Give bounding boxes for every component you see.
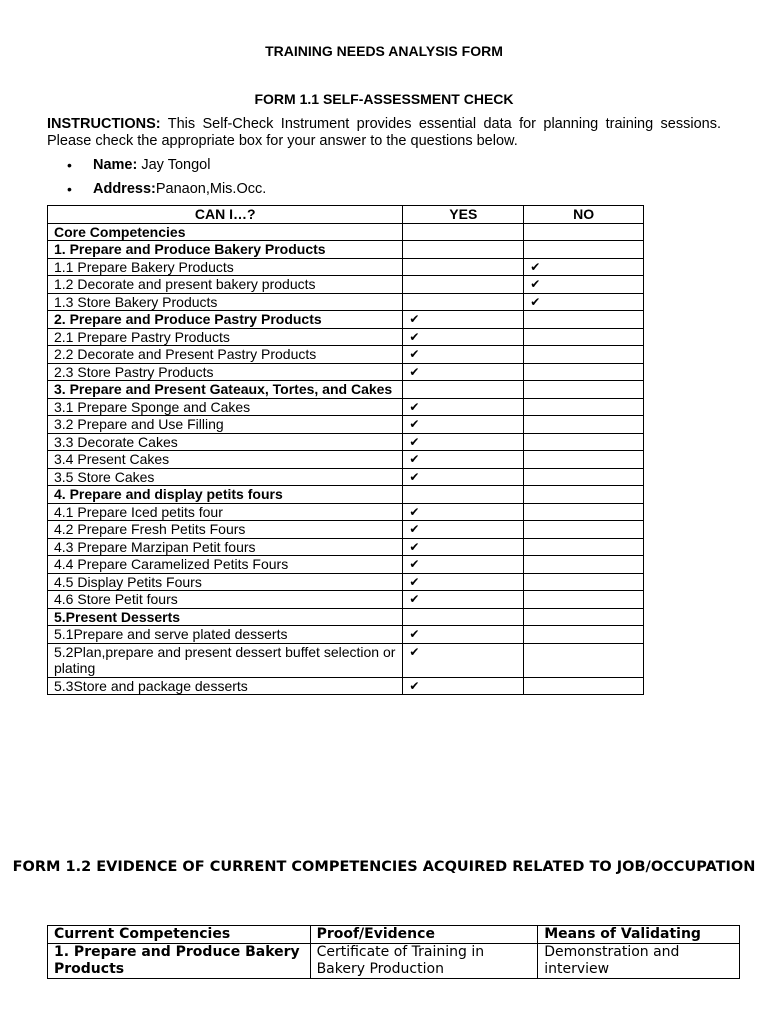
table-row (48, 346, 644, 364)
header-means-of-validating: Means of Validating (538, 926, 740, 944)
yes-checkbox-cell[interactable]: ✔ (403, 398, 524, 416)
table-row (48, 573, 644, 591)
form-title: FORM 1.1 SELF-ASSESSMENT CHECK (254, 91, 514, 107)
table-row (48, 258, 644, 276)
competency-label: 4.6 Store Petit fours (48, 591, 403, 609)
competency-label: 3.5 Store Cakes (48, 468, 403, 486)
table-row (48, 626, 644, 644)
yes-checkbox-cell[interactable]: ✔ (403, 521, 524, 539)
evidence-form-title: FORM 1.2 EVIDENCE OF CURRENT COMPETENCIES ACQUIRED RELATED TO JOB/OCCUPATION (12, 859, 756, 875)
address-value: Panaon,Mis.Occ. (155, 181, 267, 197)
no-checkbox-cell[interactable] (524, 346, 644, 364)
table-row (48, 521, 644, 539)
table-row (48, 486, 644, 504)
table-row (48, 223, 644, 241)
no-checkbox-cell[interactable] (524, 433, 644, 451)
table-row (48, 538, 644, 556)
table-row (48, 398, 644, 416)
name-label: Name: (93, 157, 138, 173)
evidence-header-row (48, 926, 740, 944)
header-no: NO (524, 206, 644, 224)
table-row (48, 381, 644, 399)
table-row (48, 276, 644, 294)
evidence-table (47, 925, 740, 979)
competency-label: 3.3 Decorate Cakes (48, 433, 403, 451)
no-checkbox-cell[interactable]: ✔ (524, 258, 644, 276)
yes-checkbox-cell[interactable]: ✔ (403, 538, 524, 556)
competency-label: 3.2 Prepare and Use Filling (48, 416, 403, 434)
proof-evidence-cell: Certificate of Training in Bakery Production (310, 944, 538, 979)
competency-label: 3.1 Prepare Sponge and Cakes (48, 398, 403, 416)
instructions (47, 116, 721, 150)
competency-label: 4. Prepare and display petits fours (48, 486, 403, 504)
address-label: Address: (93, 181, 156, 197)
no-checkbox-cell[interactable] (524, 311, 644, 329)
competency-label: 4.4 Prepare Caramelized Petits Fours (48, 556, 403, 574)
yes-checkbox-cell[interactable]: ✔ (403, 328, 524, 346)
competency-label: 1. Prepare and Produce Bakery Products (48, 241, 403, 259)
name-item (47, 156, 266, 180)
no-checkbox-cell[interactable] (524, 398, 644, 416)
header-yes: YES (403, 206, 524, 224)
yes-checkbox-cell[interactable] (403, 241, 524, 259)
yes-checkbox-cell[interactable]: ✔ (403, 626, 524, 644)
competency-label: 2.1 Prepare Pastry Products (48, 328, 403, 346)
yes-checkbox-cell[interactable]: ✔ (403, 416, 524, 434)
no-checkbox-cell[interactable] (524, 223, 644, 241)
respondent-info (47, 156, 266, 204)
competency-label: 2.3 Store Pastry Products (48, 363, 403, 381)
table-row (48, 451, 644, 469)
yes-checkbox-cell[interactable]: ✔ (403, 451, 524, 469)
no-checkbox-cell[interactable] (524, 573, 644, 591)
table-header-row (48, 206, 644, 224)
no-checkbox-cell[interactable] (524, 503, 644, 521)
yes-checkbox-cell[interactable]: ✔ (403, 468, 524, 486)
validation-means-cell: Demonstration and interview (538, 944, 740, 979)
no-checkbox-cell[interactable] (524, 328, 644, 346)
competency-label: 1.3 Store Bakery Products (48, 293, 403, 311)
competency-label: 2. Prepare and Produce Pastry Products (48, 311, 403, 329)
yes-checkbox-cell[interactable]: ✔ (403, 363, 524, 381)
table-row (48, 363, 644, 381)
no-checkbox-cell[interactable] (524, 363, 644, 381)
table-row (48, 591, 644, 609)
no-checkbox-cell[interactable] (524, 468, 644, 486)
self-assessment-table (47, 205, 644, 695)
no-checkbox-cell[interactable] (524, 591, 644, 609)
yes-checkbox-cell[interactable] (403, 381, 524, 399)
no-checkbox-cell[interactable] (524, 486, 644, 504)
competency-label: 4.1 Prepare Iced petits four (48, 503, 403, 521)
competency-label: Core Competencies (48, 223, 403, 241)
competency-label: 5.3Store and package desserts (48, 677, 403, 695)
yes-checkbox-cell[interactable]: ✔ (403, 556, 524, 574)
no-checkbox-cell[interactable]: ✔ (524, 276, 644, 294)
competency-label: 3. Prepare and Present Gateaux, Tortes, and Cakes (48, 381, 403, 399)
table-row (48, 241, 644, 259)
no-checkbox-cell[interactable] (524, 677, 644, 695)
no-checkbox-cell[interactable] (524, 241, 644, 259)
document-title: TRAINING NEEDS ANALYSIS FORM (265, 43, 503, 59)
competency-label: 2.2 Decorate and Present Pastry Products (48, 346, 403, 364)
yes-checkbox-cell[interactable] (403, 293, 524, 311)
competency-label: 4.5 Display Petits Fours (48, 573, 403, 591)
yes-checkbox-cell[interactable]: ✔ (403, 591, 524, 609)
no-checkbox-cell[interactable] (524, 416, 644, 434)
address-item (47, 180, 266, 204)
table-row (48, 416, 644, 434)
yes-checkbox-cell[interactable]: ✔ (403, 346, 524, 364)
competency-label: 4.3 Prepare Marzipan Petit fours (48, 538, 403, 556)
no-checkbox-cell[interactable] (524, 608, 644, 626)
instructions-text: This Self-Check Instrument provides essential data for planning training sessions. Please check the appropriate box for your answer to the questions below. (47, 116, 721, 149)
no-checkbox-cell[interactable] (524, 521, 644, 539)
yes-checkbox-cell[interactable]: ✔ (403, 643, 524, 677)
table-row (48, 643, 644, 677)
no-checkbox-cell[interactable] (524, 381, 644, 399)
competency-label: 5.Present Desserts (48, 608, 403, 626)
yes-checkbox-cell[interactable]: ✔ (403, 677, 524, 695)
evidence-row (48, 944, 740, 979)
yes-checkbox-cell[interactable]: ✔ (403, 433, 524, 451)
table-row (48, 328, 644, 346)
yes-checkbox-cell[interactable] (403, 486, 524, 504)
no-checkbox-cell[interactable] (524, 626, 644, 644)
table-row (48, 293, 644, 311)
table-row (48, 311, 644, 329)
table-row (48, 503, 644, 521)
name-value: Jay Tongol (137, 157, 211, 173)
no-checkbox-cell[interactable] (524, 556, 644, 574)
competency-label: 1.1 Prepare Bakery Products (48, 258, 403, 276)
table-row (48, 468, 644, 486)
competency-label: 5.2Plan,prepare and present dessert buffet selection or plating (48, 643, 403, 677)
no-checkbox-cell[interactable] (524, 451, 644, 469)
competency-label: 3.4 Present Cakes (48, 451, 403, 469)
no-checkbox-cell[interactable]: ✔ (524, 293, 644, 311)
header-current-competencies: Current Competencies (48, 926, 311, 944)
yes-checkbox-cell[interactable]: ✔ (403, 573, 524, 591)
competency-label: 1.2 Decorate and present bakery products (48, 276, 403, 294)
no-checkbox-cell[interactable] (524, 538, 644, 556)
yes-checkbox-cell[interactable] (403, 608, 524, 626)
header-can-i: CAN I…? (48, 206, 403, 224)
yes-checkbox-cell[interactable] (403, 276, 524, 294)
header-proof-evidence: Proof/Evidence (310, 926, 538, 944)
competency-cell: 1. Prepare and Produce Bakery Products (48, 944, 311, 979)
table-row (48, 556, 644, 574)
competency-label: 5.1Prepare and serve plated desserts (48, 626, 403, 644)
instructions-label: INSTRUCTIONS: (47, 116, 161, 132)
no-checkbox-cell[interactable] (524, 643, 644, 677)
yes-checkbox-cell[interactable]: ✔ (403, 503, 524, 521)
yes-checkbox-cell[interactable] (403, 258, 524, 276)
table-row (48, 608, 644, 626)
yes-checkbox-cell[interactable] (403, 223, 524, 241)
table-row (48, 677, 644, 695)
yes-checkbox-cell[interactable]: ✔ (403, 311, 524, 329)
competency-label: 4.2 Prepare Fresh Petits Fours (48, 521, 403, 539)
table-row (48, 433, 644, 451)
